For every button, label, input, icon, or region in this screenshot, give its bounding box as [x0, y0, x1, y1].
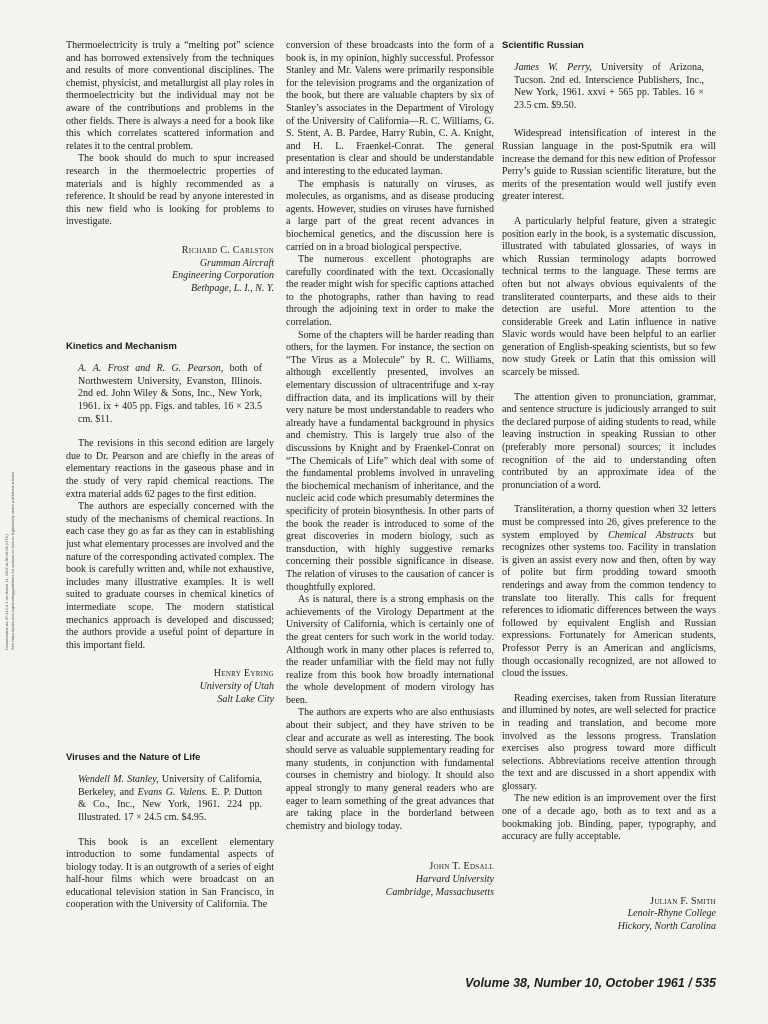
- paragraph: The attention given to pronunciation, grammar, and sentence structure is judiciously arranged to suit the declared purpose of aiding students to read, while leaving instruction in speaking Russian to other (preferably more personal) sources; it includes recognition of the aid to understanding often contributed by an approximate idea of the pronunciation of a word.: [502, 391, 716, 491]
- reviewer-name: Julian F. Smith: [650, 895, 716, 907]
- paragraph: Some of the chapters will be harder reading than others, for the laymen. For instance, the section on “The Virus as a Molecule” by R. C. Williams, although excellently presented, involves an elementary discussion of ultracentrifuge and x-ray diffraction data, and its implications will by their very nature be most understandable to readers who already have a fundamental background in physics and chemistry. This is largely true also of the discussions by Knight and by Fraenkel-Conrat on “The Chemicals of Life” which deal with some of the fundamental problems involved in unraveling the biochemical mechanism of inheritance, and the nucleic acid code which presumably determines the specificity of protein biosynthesis. In other parts of the book the reader is introduced to some of the great discoveries in modern biology, such as transduction, with highly suggestive remarks concerning their possible significance in disease. The relation of viruses to the causation of cancer is thoughtfully explored.: [286, 329, 494, 593]
- book-authors: Wendell M. Stanley,: [78, 774, 159, 786]
- book-details: University of California, Berkeley, and: [78, 774, 263, 798]
- paragraph: Widespread intensification of interest in the Russian language in the post-Sputnik era will increase the demand for this new edition of Professor Perry’s guide to Russian scientific literature, but the merits of the presentation would well justify even greater interest.: [502, 128, 716, 203]
- reviewer-signature: [66, 245, 274, 295]
- review-title: Scientific Russian: [502, 40, 584, 51]
- paragraph: Reading exercises, taken from Russian literature and illumined by notes, are well selected for practice in reading and translation, and become more involved as the lessons progress. Translation exercises also progress toward more difficult selections. Abbreviations receive attention through the text and are discussed in a short appendix with glossary.: [502, 692, 716, 792]
- review-title: Viruses and the Nature of Life: [66, 752, 201, 764]
- review-viruses: [66, 752, 274, 912]
- reviewer-location: Cambridge, Massachusetts: [385, 886, 494, 898]
- paragraph: The authors are especially concerned with the study of the mechanisms of chemical reactions. In each case they go as far as they can in establishing just what elementary processes are involved and the nature of the corresponding activated complex. The book is carefully written and, while not exhaustive, includes many illustrative examples. It is well suited to graduate courses in chemical kinetics of intermediate scope. The modern statistical mechanics approach is developed and discussed; the authors provide a useful point of departure in this important field.: [66, 501, 274, 651]
- reviewer-affiliation: University of Utah: [199, 680, 274, 692]
- reviewer-affiliation: Lenoir-Rhyne College: [627, 908, 716, 920]
- reviewer-signature: [286, 861, 494, 899]
- reviewer-affiliation: Harvard University: [415, 874, 494, 885]
- reviewer-affiliation: Grumman Aircraft: [199, 257, 274, 269]
- publication-title: Chemical Abstracts: [608, 529, 694, 541]
- paragraph: The numerous excellent photographs are carefully coordinated with the text. Occasionally the reader might wish for specific captions attached to the photographs, rather than having to read through the adjoining text in order to make the correlation.: [286, 254, 494, 329]
- column-right: [502, 40, 716, 934]
- bibliographic-entry: [514, 62, 704, 112]
- download-notice: [4, 410, 26, 650]
- reviewer-location: Bethpage, L. I., N. Y.: [191, 282, 274, 294]
- download-notice-line2: See https://pubs.acs.org/sharingguidelines for options on how to legitimately share published articles.: [10, 471, 15, 650]
- review-title: Kinetics and Mechanism: [66, 341, 177, 353]
- paragraph: The emphasis is naturally on viruses, as molecules, as organisms, and as disease producing agents. However, studies on viruses have furnished a large part of the great recent advances in biochemical genetics, and the discussion here is carried on in a broad biological perspective.: [286, 178, 494, 253]
- book-details: University of Arizona, Tucson. 2nd ed. Interscience Publishers, Inc., New York, 1961. xxvi + 565 pp. Tables. 16 × 23.5 cm. $9.50.: [514, 62, 704, 111]
- paragraph: The book should do much to spur increased research in the thermoelectric properties of materials and is highly recommended as a reference. It should be read by anyone interested in this new field who is looking for problems to investigate.: [66, 153, 274, 228]
- reviewer-location: Salt Lake City: [217, 693, 274, 705]
- reviewer-name: John T. Edsall: [429, 861, 494, 873]
- reviewer-name: Richard C. Carlston: [181, 244, 274, 256]
- bibliographic-entry: [78, 363, 262, 426]
- paragraph: The authors are experts who are also enthusiasts about their subject, and they have striven to be clear and accurate as well as interesting. The book should serve as valuable supplementary reading for many students, in conjunction with fundamental courses in chemistry and biology. It should also appeal strongly to many general readers who are eager to learn something of the great advances that are taking place in the borderland between chemistry and biology today.: [286, 707, 494, 832]
- review-thermoelectricity: [66, 40, 274, 295]
- paragraph: This book is an excellent elementary introduction to some fundamental aspects of biology today. It is an outgrowth of a series of eight half-hour films which were broadcast on an educational television station in San Francisco, in cooperation with the University of California. The: [66, 836, 274, 911]
- page-footer: Volume 38, Number 10, October 1961 / 535: [464, 976, 716, 990]
- column-left: [66, 40, 274, 912]
- bibliographic-entry: [78, 774, 262, 824]
- paragraph-text: Transliteration, a thorny question when 32 letters must be compressed into 26, gives preference to the system employed by: [502, 504, 716, 541]
- paragraph: Thermoelectricity is truly a “melting pot” science and has borrowed extensively from the techniques and results of more conventional disciplines. The chemist, physicist, and metallurgist all play roles in thermoelectricity but the individual may not be aware of the contributions and problems in the other fields. There is always a need for a book like this which correlates scattered information and relates it to the central problem.: [66, 40, 274, 152]
- reviewer-signature: [502, 896, 716, 934]
- reviewer-signature: [66, 668, 274, 706]
- book-details: E. P. Dutton & Co., Inc., New York, 1961. 224 pp. Illustrated. 17 × 24.5 cm. $4.95.: [78, 786, 262, 823]
- paragraph: A particularly helpful feature, given a strategic position early in the book, is a systematic discussion, illustrated with tabulated glossaries, of ways in which Russian terminology adapts borrowed technical terms to the language. These terms are often but not always obvious equivalents of the transliterated counterparts, and these aids to their detection are useful. More attention to the considerable Greek and Latin influence in native Slavic words would have been helpful to an earlier generation of English-speaking scientists, but so few now study Greek or Latin that this omission will scarcely be missed.: [502, 215, 716, 379]
- book-authors: James W. Perry,: [514, 62, 592, 73]
- review-kinetics: [66, 341, 274, 706]
- download-notice-line1: Downloaded via 37.212.0.1 on March 11, 2024 at 08:49:06 (UTC).: [4, 533, 9, 650]
- paragraph: [502, 504, 716, 680]
- review-scientific-russian: [502, 40, 716, 934]
- reviewer-location: Hickory, North Carolina: [617, 921, 716, 933]
- paragraph: conversion of these broadcasts into the form of a book is, in my opinion, highly successful. Professor Stanley and Mr. Valens were primarily responsible for the television programs and the organization of the book, but there are valuable chapters by six of Stanley’s associates in the Department of Virology of the University of California—R. C. Williams, G. S. Stent, A. B. Pardee, Harry Rubin, C. A. Knight, and H. L. Fraenkel-Conrat. The general presentation is clear and should be understandable and interesting to the educated layman.: [286, 40, 494, 177]
- paragraph-text: but recognizes other systems too. Facility in translation is given an assist every now and then, often by way of polite but firm prodding toward smooth renderings and away from the common tendency to translate too literally. This calls for frequent references to idiomatic differences between the ways followed by equivalent English and Russian expressions. Fortunately for American students, Professor Perry is an American and anglicisms, though occasionally recognized, are not allowed to cloud the issues.: [502, 529, 717, 680]
- paragraph: The new edition is an improvement over the first one of a decade ago, both as to text and as a bookmaking job. Binding, paper, typography, and accuracy are fully acceptable.: [502, 793, 716, 843]
- book-coauthor: Evans G. Valens.: [137, 786, 208, 798]
- book-details: both of Northwestern University, Evanston, Illinois. 2nd ed. John Wiley & Sons, Inc., New York, 1961. ix + 405 pp. Figs. and tables. 16 × 23.5 cm. $11.: [78, 363, 263, 425]
- book-authors: A. A. Frost and R. G. Pearson,: [78, 363, 224, 375]
- paragraph: As is natural, there is a strong emphasis on the achievements of the Virology Department at the University of California, which is certainly one of the great centers for such work in the world today. Although work in many other places is referred to, the reader unfamiliar with the field may not fully realize from this book how broadly international the whole development of modern virology has been.: [286, 594, 494, 706]
- reviewer-name: Henry Eyring: [213, 668, 274, 680]
- paragraph: The revisions in this second edition are largely due to Dr. Pearson and are chiefly in the areas of elementary reactions in the gaseous phase and in the study of very rapid chemical reactions. The extra material adds 62 pages to the first edition.: [66, 438, 274, 500]
- column-middle: [286, 40, 494, 899]
- reviewer-affiliation: Engineering Corporation: [172, 270, 274, 282]
